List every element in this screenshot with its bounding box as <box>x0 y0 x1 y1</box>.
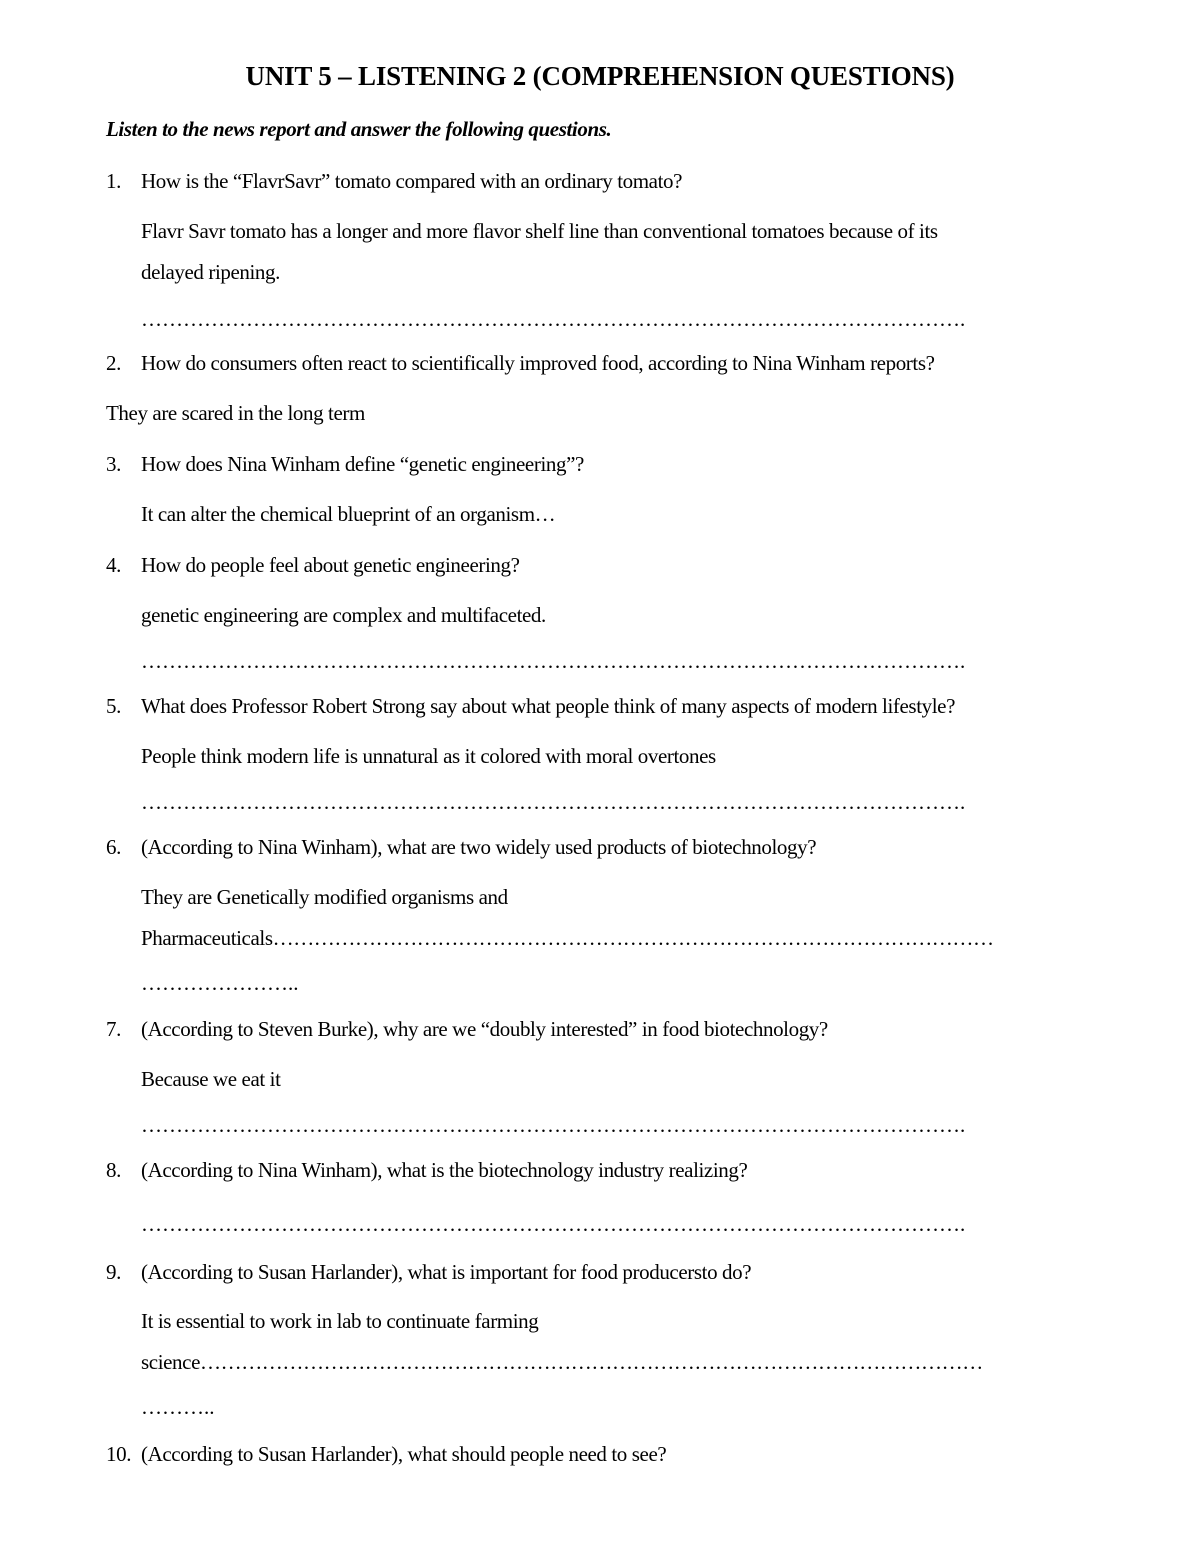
answer-text: It can alter the chemical blueprint of an organism… <box>141 502 556 526</box>
question-number: 8. <box>106 1158 121 1182</box>
answer-dotted-line: ………………………………………………………………………………………………………. <box>141 1113 966 1137</box>
question-number: 1. <box>106 169 121 193</box>
answer-dotted-line: ………………………………………………………………………………………………………. <box>141 1212 966 1236</box>
answer-text: They are Genetically modified organisms and <box>141 885 508 909</box>
answer-text: It is essential to work in lab to continuate farming <box>141 1309 539 1333</box>
answer-text: genetic engineering are complex and multifaceted. <box>141 603 546 627</box>
question-text: (According to Steven Burke), why are we “doubly interested” in food biotechnology? <box>141 1017 828 1041</box>
answer-dotted-line: ………………….. <box>141 971 299 995</box>
question-number: 4. <box>106 553 121 577</box>
question-number: 7. <box>106 1017 121 1041</box>
answer-text: People think modern life is unnatural as it colored with moral overtones <box>141 744 716 768</box>
question-number: 2. <box>106 351 121 375</box>
question-number: 10. <box>106 1442 132 1466</box>
answer-dotted-line: ………………………………………………………………………………………………………. <box>141 307 966 331</box>
question-number: 6. <box>106 835 121 859</box>
answer-text: Because we eat it <box>141 1067 281 1091</box>
question-text: (According to Susan Harlander), what is important for food producersto do? <box>141 1260 752 1284</box>
answer-text: science…………………………………………………………………………………………………… <box>141 1350 983 1374</box>
answer-text: Pharmaceuticals…………………………………………………………………………………………… <box>141 926 994 950</box>
instruction: Listen to the news report and answer the following questions. <box>106 117 612 141</box>
question-text: (According to Nina Winham), what are two widely used products of biotechnology? <box>141 835 817 859</box>
question-text: (According to Nina Winham), what is the biotechnology industry realizing? <box>141 1158 748 1182</box>
question-text: (According to Susan Harlander), what should people need to see? <box>141 1442 667 1466</box>
page-title: UNIT 5 – LISTENING 2 (COMPREHENSION QUESTIONS) <box>245 61 955 91</box>
answer-text: Flavr Savr tomato has a longer and more flavor shelf line than conventional tomatoes because of its <box>141 219 938 243</box>
question-number: 9. <box>106 1260 121 1284</box>
question-text: How does Nina Winham define “genetic engineering”? <box>141 452 584 476</box>
answer-text: delayed ripening. <box>141 260 280 284</box>
answer-dotted-line: ………………………………………………………………………………………………………. <box>141 649 966 673</box>
question-number: 5. <box>106 694 121 718</box>
question-text: What does Professor Robert Strong say about what people think of many aspects of modern lifestyle? <box>141 694 956 718</box>
answer-text: They are scared in the long term <box>106 401 365 425</box>
answer-dotted-line: ………………………………………………………………………………………………………. <box>141 790 966 814</box>
answer-dotted-line: ……….. <box>141 1395 215 1419</box>
question-text: How is the “FlavrSavr” tomato compared with an ordinary tomato? <box>141 169 683 193</box>
question-number: 3. <box>106 452 121 476</box>
question-text: How do consumers often react to scientifically improved food, according to Nina Winham reports? <box>141 351 935 375</box>
question-text: How do people feel about genetic engineering? <box>141 553 520 577</box>
